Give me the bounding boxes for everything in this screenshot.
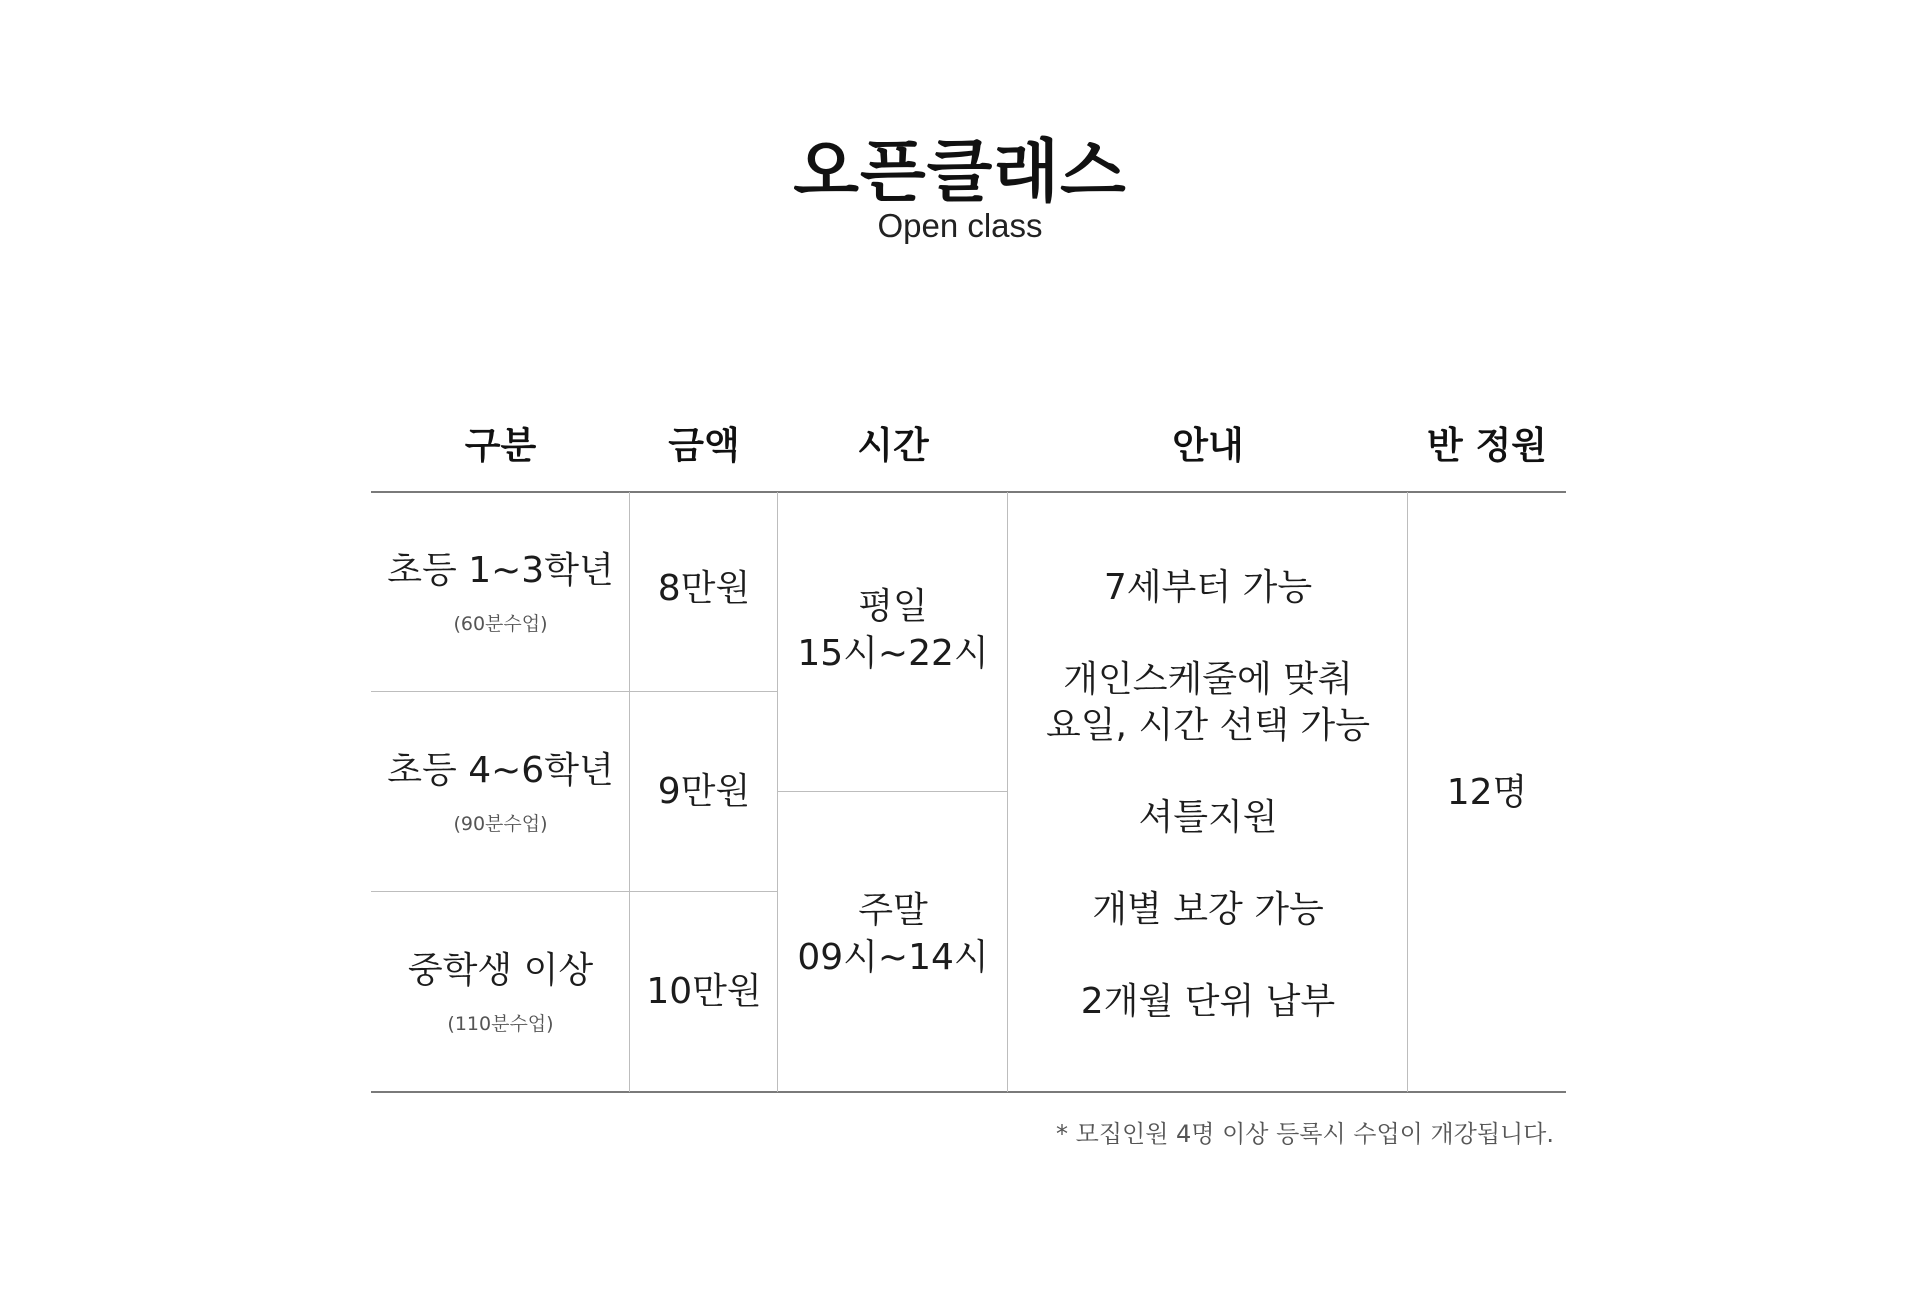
column-header-category: 구분 [464, 424, 537, 467]
page-subtitle: Open class [877, 207, 1043, 244]
category-label: 초등 1~3학년 [387, 550, 614, 592]
weekend-time-cell [778, 792, 1008, 1092]
capacity-cell [1408, 492, 1566, 1092]
info-item: 셔틀지원 [1138, 797, 1278, 838]
category-label: 중학생 이상 [407, 950, 594, 992]
table-row-price-cell [630, 492, 778, 692]
table-row-price-cell [630, 892, 778, 1092]
column-header-info: 안내 [1172, 424, 1244, 467]
info-item: 요일, 시간 선택 가능 [1046, 705, 1370, 746]
info-item: 7세부터 가능 [1103, 567, 1313, 608]
table-row-category-cell [371, 892, 630, 1092]
info-item: 2개월 단위 납부 [1080, 981, 1336, 1022]
table-row-category-cell [371, 492, 630, 692]
price-label: 9만원 [657, 770, 751, 812]
duration-label: (60분수업) [453, 612, 548, 635]
info-cell [1008, 492, 1408, 1092]
weekend-hours: 09시~14시 [797, 936, 989, 978]
weekday-label: 평일 [858, 586, 928, 627]
info-item: 개별 보강 가능 [1092, 889, 1324, 930]
page-title: 오픈클래스 [793, 133, 1127, 212]
duration-label: (110분수업) [447, 1012, 554, 1035]
table-row-price-cell [630, 692, 778, 892]
info-item: 개인스케줄에 맞춰 [1063, 659, 1353, 700]
category-label: 초등 4~6학년 [387, 750, 614, 792]
weekend-label: 주말 [858, 890, 928, 931]
column-header-price: 금액 [668, 424, 740, 467]
price-label: 8만원 [657, 567, 751, 609]
duration-label: (90분수업) [453, 812, 548, 835]
footnote: * 모집인원 4명 이상 등록시 수업이 개강됩니다. [1056, 1120, 1554, 1148]
table-row-category-cell [371, 692, 630, 892]
weekday-time-cell [778, 492, 1008, 792]
column-header-capacity: 반 정원 [1426, 424, 1548, 467]
column-header-time: 시간 [857, 424, 929, 467]
price-label: 10만원 [646, 970, 762, 1012]
capacity-label: 12명 [1446, 771, 1528, 813]
weekday-hours: 15시~22시 [797, 632, 989, 674]
